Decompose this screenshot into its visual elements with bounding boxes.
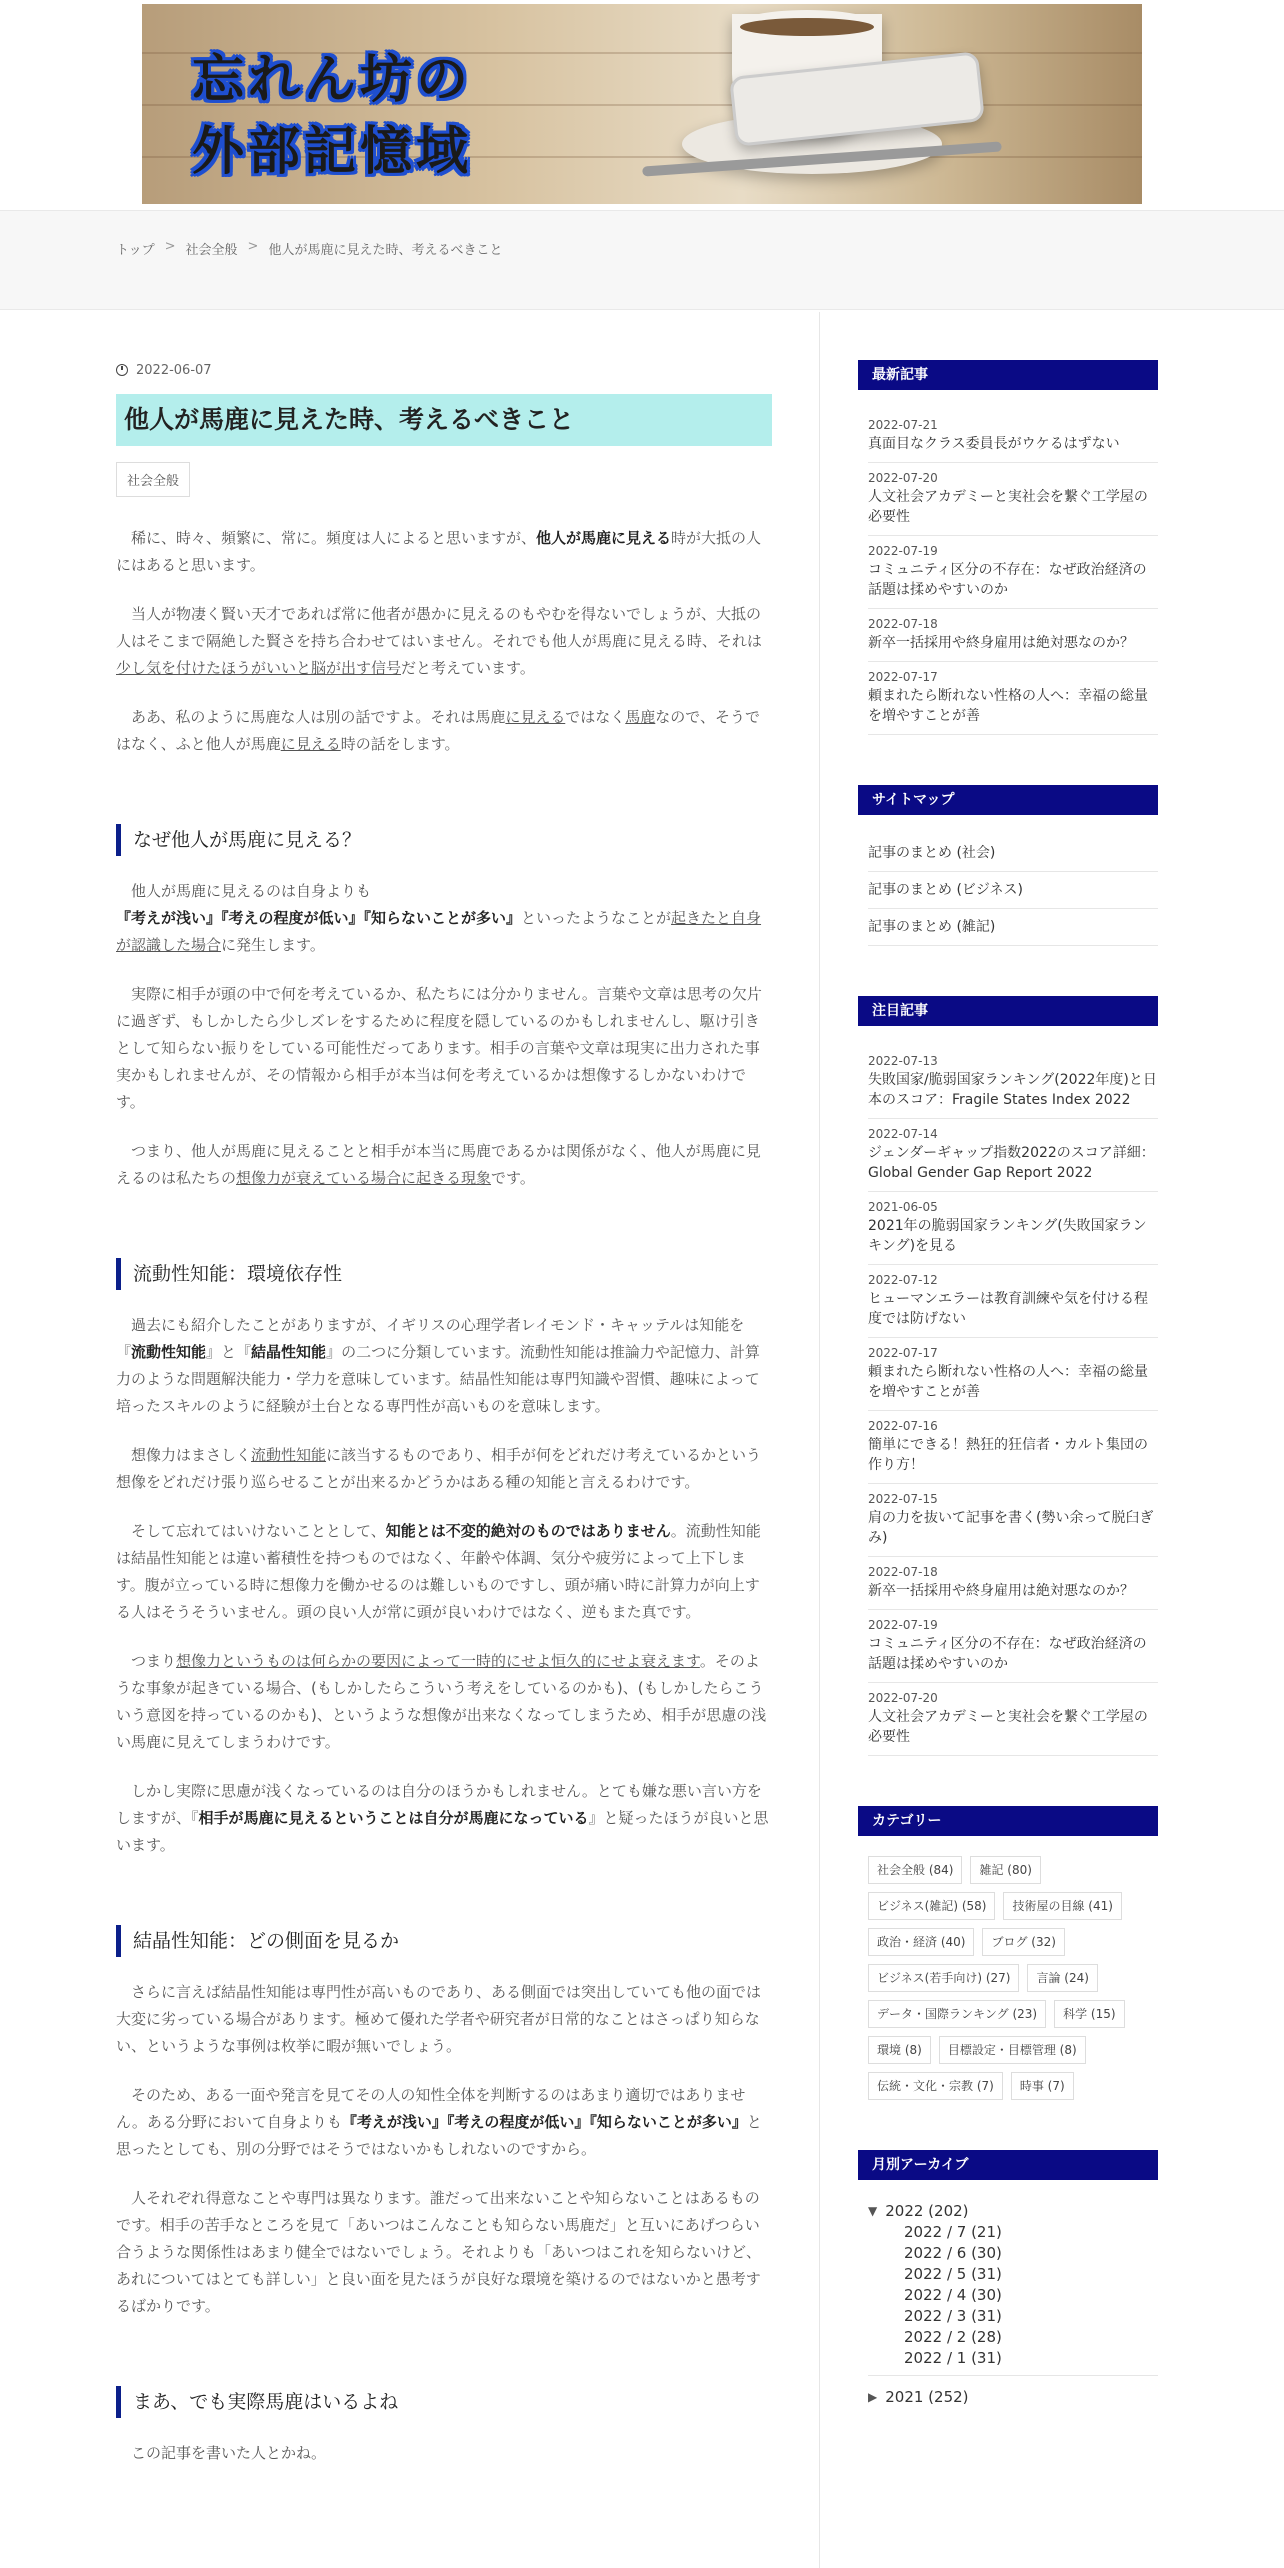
widget-title-recent: 最新記事: [858, 360, 1158, 390]
paragraph: そして忘れてはいけないこととして、知能とは不変的絶対のものではありません。流動性知能は結晶性知能とは違い蓄積性を持つものではなく、年齢や体調、気分や疲労によって上下します。腹が立っている時に想像力を働かせるのは難しいものですし、頭が痛い時に計算力が向上する人はそうそういません。頭の良い人が常に頭が良いわけではなく、逆もまた真です。: [116, 1522, 761, 1621]
category-tag[interactable]: ビジネス(雑記) (58): [868, 1892, 995, 1920]
widget-title-categories: カテゴリー: [858, 1806, 1158, 1836]
post-link-date: 2022-07-18: [868, 617, 938, 631]
post-link-item[interactable]: [868, 609, 1158, 662]
post-link-date: 2022-07-13: [868, 1054, 938, 1068]
post-link-date: 2022-07-20: [868, 471, 938, 485]
archive-month-link[interactable]: 2022 / 4 (30): [904, 2286, 1002, 2304]
post-link-title[interactable]: 失敗国家/脆弱国家ランキング(2022年度)と日本のスコア：Fragile States Index 2022: [868, 1072, 1157, 1108]
paragraph: しかし実際に思慮が浅くなっているのは自分のほうかもしれません。とても嫌な悪い言い方をしますが、『相手が馬鹿に見えるということは自分が馬鹿になっている』と疑ったほうが良いと思います。: [116, 1782, 769, 1854]
breadcrumb: [116, 239, 502, 258]
paragraph: 過去にも紹介したことがありますが、イギリスの心理学者レイモンド・キャッテルは知能を『流動性知能』と『結晶性知能』の二つに分類しています。流動性知能は推論力や記憶力、計算力のような問題解決能力・学力を意味しています。結晶性知能は専門知識や習慣、趣味によって培ったスキルのように経験が土台となる専門性が高いものを意味します。: [116, 1316, 760, 1415]
breadcrumb-item-category[interactable]: 社会全般: [185, 243, 238, 258]
category-tag[interactable]: 言論 (24): [1027, 1964, 1097, 1992]
triangle-down-icon: ▼: [868, 2204, 878, 2218]
popular-posts-list: [858, 1046, 1168, 1756]
paragraph: ああ、私のように馬鹿な人は別の話ですよ。それは馬鹿に見えるではなく馬鹿なので、そうではなく、ふと他人が馬鹿に見える時の話をします。: [116, 708, 760, 753]
post-link-date: 2022-07-17: [868, 670, 938, 684]
post-link-item[interactable]: [868, 1683, 1158, 1756]
section-heading: 結晶性知能：どの側面を見るか: [116, 1925, 772, 1957]
post-link-date: 2021-06-05: [868, 1200, 938, 1214]
section-heading: まあ、でも実際馬鹿はいるよね: [116, 2386, 772, 2418]
post-link-title[interactable]: 真面目なクラス委員長がウケるはずない: [868, 436, 1120, 452]
post-link-item[interactable]: [868, 1046, 1158, 1119]
sitemap-list: [858, 835, 1168, 946]
post-link-date: 2022-07-15: [868, 1492, 938, 1506]
post-title: 他人が馬鹿に見えた時、考えるべきこと: [116, 394, 772, 446]
post-link-item[interactable]: [868, 1557, 1158, 1610]
site-logo-text: 忘れん坊の 外部記憶域: [192, 49, 473, 182]
category-tag[interactable]: 科学 (15): [1054, 2000, 1124, 2028]
post-link-title[interactable]: 頼まれたら断れない性格の人へ：幸福の総量を増やすことが善: [868, 688, 1148, 724]
recent-posts-list: [858, 410, 1168, 735]
widget-title-popular: 注目記事: [858, 996, 1158, 1026]
category-tag[interactable]: 目標設定・目標管理 (8): [939, 2036, 1086, 2064]
breadcrumb-item-top[interactable]: トップ: [116, 243, 155, 258]
post-category-tag[interactable]: 社会全般: [116, 462, 190, 497]
paragraph: この記事を書いた人とかね。: [131, 2444, 327, 2462]
breadcrumb-separator: >: [247, 239, 259, 254]
post-link-item[interactable]: [868, 463, 1158, 536]
archive-month-link[interactable]: 2022 / 3 (31): [904, 2307, 1002, 2325]
sidebar: [858, 360, 1168, 2408]
sitemap-link[interactable]: 記事のまとめ (雑記): [868, 909, 1158, 946]
category-tag[interactable]: 政治・経済 (40): [868, 1928, 974, 1956]
post-link-title[interactable]: コミュニティ区分の不存在：なぜ政治経済の話題は揉めやすいのか: [868, 562, 1147, 598]
section-heading: 流動性知能：環境依存性: [116, 1258, 772, 1290]
post-link-date: 2022-07-19: [868, 544, 938, 558]
clock-icon: [116, 364, 128, 376]
archive-year-2021[interactable]: ▶ 2021 (252): [868, 2388, 969, 2406]
sitemap-link[interactable]: 記事のまとめ (社会): [868, 835, 1158, 872]
breadcrumb-separator: >: [164, 239, 176, 254]
paragraph: 実際に相手が頭の中で何を考えているか、私たちには分かりません。言葉や文章は思考の欠片に過ぎず、もしかしたら少しズレをするために程度を隠しているのかもしれませんし、駆け引きとして知らない振りをしている可能性だってあります。相手の言葉や文章は現実に出力された事実かもしれませんが、その情報から相手が本当は何を考えているかは想像するしかないわけです。: [116, 985, 762, 1111]
category-tag-cloud: [858, 1856, 1158, 2100]
post-link-item[interactable]: [868, 536, 1158, 609]
post-link-date: 2022-07-21: [868, 418, 938, 432]
post-link-title[interactable]: ヒューマンエラーは教育訓練や気を付ける程度では防げない: [868, 1291, 1148, 1327]
post-link-item[interactable]: [868, 1265, 1158, 1338]
post-link-title[interactable]: 新卒一括採用や終身雇用は絶対悪なのか？: [868, 1583, 1134, 1599]
paragraph: 他人が馬鹿に見えるのは自身よりも『考えが浅い』『考えの程度が低い』『知らないことが多い』といったようなことが起きたと自身が認識した場合に発生します。: [116, 882, 762, 954]
paragraph: 当人が物凄く賢い天才であれば常に他者が愚かに見えるのもやむを得ないでしょうが、大抵の人はそこまで隔絶した賢さを持ち合わせてはいません。それでも他人が馬鹿に見える時、それは少し気を付けたほうがいいと脳が出す信号だと考えています。: [116, 605, 762, 677]
paragraph: そのため、ある一面や発言を見てその人の知性全体を判断するのはあまり適切ではありません。ある分野において自身よりも『考えが浅い』『考えの程度が低い』『知らないことが多い』と思ったとしても、別の分野ではそうではないかもしれないのですから。: [116, 2086, 762, 2158]
breadcrumb-bar: [0, 210, 1284, 310]
post-link-item[interactable]: [868, 1484, 1158, 1557]
post-link-item[interactable]: [868, 1411, 1158, 1484]
archive-month-link[interactable]: 2022 / 1 (31): [904, 2349, 1002, 2367]
widget-title-sitemap: サイトマップ: [858, 785, 1158, 815]
post-link-title[interactable]: 肩の力を抜いて記事を書く(勢い余って脱臼ぎみ): [868, 1510, 1154, 1546]
archive-month-list: [868, 2222, 1158, 2369]
post-link-item[interactable]: [868, 662, 1158, 735]
archive-month-link[interactable]: 2022 / 6 (30): [904, 2244, 1002, 2262]
site-header: [0, 0, 1284, 210]
post-link-date: 2022-07-17: [868, 1346, 938, 1360]
post-date-row: [116, 360, 772, 380]
post-link-title[interactable]: 2021年の脆弱国家ランキング(失敗国家ランキング)を見る: [868, 1218, 1147, 1254]
post-link-item[interactable]: [868, 410, 1158, 463]
widget-title-archive: 月別アーカイブ: [858, 2150, 1158, 2180]
category-tag[interactable]: ビジネス(若手向け) (27): [868, 1964, 1019, 1992]
category-tag[interactable]: 雑記 (80): [970, 1856, 1040, 1884]
post-link-title[interactable]: 頼まれたら断れない性格の人へ：幸福の総量を増やすことが善: [868, 1364, 1148, 1400]
post-link-date: 2022-07-19: [868, 1618, 938, 1632]
post-link-title[interactable]: コミュニティ区分の不存在：なぜ政治経済の話題は揉めやすいのか: [868, 1636, 1147, 1672]
header-banner[interactable]: [142, 4, 1142, 204]
article: [116, 360, 772, 2467]
category-tag[interactable]: 時事 (7): [1011, 2072, 1074, 2100]
monthly-archive: [858, 2200, 1168, 2408]
category-tag[interactable]: データ・国際ランキング (23): [868, 2000, 1046, 2028]
category-tag[interactable]: 社会全般 (84): [868, 1856, 962, 1884]
post-link-date: 2022-07-16: [868, 1419, 938, 1433]
archive-year-2022[interactable]: ▼ 2022 (202): [868, 2202, 969, 2220]
post-link-item[interactable]: [868, 1610, 1158, 1683]
category-tag[interactable]: 環境 (8): [868, 2036, 931, 2064]
category-tag[interactable]: 伝統・文化・宗教 (7): [868, 2072, 1003, 2100]
category-tag[interactable]: 技術屋の目線 (41): [1003, 1892, 1121, 1920]
post-link-item[interactable]: [868, 1338, 1158, 1411]
post-link-title[interactable]: 新卒一括採用や終身雇用は絶対悪なのか？: [868, 635, 1134, 651]
paragraph: つまり、他人が馬鹿に見えることと相手が本当に馬鹿であるかは関係がなく、他人が馬鹿に見えるのは私たちの想像力が衰えている場合に起きる現象です。: [116, 1142, 761, 1187]
paragraph: 想像力はまさしく流動性知能に該当するものであり、相手が何をどれだけ考えているかという想像をどれだけ張り巡らせることが出来るかどうかはある種の知能と言えるわけです。: [116, 1446, 762, 1491]
post-link-date: 2022-07-20: [868, 1691, 938, 1705]
post-link-title[interactable]: ジェンダーギャップ指数2022のスコア詳細：Global Gender Gap Report 2022: [868, 1145, 1155, 1181]
post-date: 2022-06-07: [136, 362, 212, 378]
paragraph: つまり想像力というものは何らかの要因によって一時的にせよ恒久的にせよ衰えます。そのような事象が起きている場合、(もしかしたらこういう考えをしているのかも)、(もしかしたらこういう意図を持っているのかも)、というような想像が出来なくなってしまうため、相手が思慮の浅い馬鹿に見えてしまうわけです。: [116, 1652, 767, 1751]
category-tag[interactable]: ブログ (32): [982, 1928, 1064, 1956]
archive-month-link[interactable]: 2022 / 7 (21): [904, 2223, 1002, 2241]
paragraph: さらに言えば結晶性知能は専門性が高いものであり、ある側面では突出していても他の面では大変に劣っている場合があります。極めて優れた学者や研究者が日常的なことはさっぱり知らない、というような事例は枚挙に暇が無いでしょう。: [116, 1983, 762, 2055]
post-link-item[interactable]: [868, 1192, 1158, 1265]
post-link-date: 2022-07-18: [868, 1565, 938, 1579]
post-link-date: 2022-07-14: [868, 1127, 938, 1141]
post-link-title[interactable]: 人文社会アカデミーと実社会を繋ぐ工学屋の必要性: [868, 489, 1148, 525]
paragraph: 人それぞれ得意なことや専門は異なります。誰だって出来ないことや知らないことはあるものです。相手の苦手なところを見て「あいつはこんなことも知らない馬鹿だ」と互いにあげつらい合うような関係性はあまり健全ではないでしょう。それよりも「あいつはこれを知らないけど、あれについてはとても詳しい」と良い面を見たほうが良好な環境を築けるのではないかと愚考するばかりです。: [116, 2189, 762, 2315]
section-heading: なぜ他人が馬鹿に見える？: [116, 824, 772, 856]
archive-month-link[interactable]: 2022 / 2 (28): [904, 2328, 1002, 2346]
breadcrumb-item-current: 他人が馬鹿に見えた時、考えるべきこと: [268, 243, 503, 258]
archive-month-link[interactable]: 2022 / 5 (31): [904, 2265, 1002, 2283]
triangle-right-icon: ▶: [868, 2390, 878, 2404]
post-link-date: 2022-07-12: [868, 1273, 938, 1287]
post-link-item[interactable]: [868, 1119, 1158, 1192]
post-link-title[interactable]: 簡単にできる！熱狂的狂信者・カルト集団の作り方！: [868, 1437, 1148, 1473]
column-divider: [819, 312, 820, 2568]
sitemap-link[interactable]: 記事のまとめ (ビジネス): [868, 872, 1158, 909]
post-link-title[interactable]: 人文社会アカデミーと実社会を繋ぐ工学屋の必要性: [868, 1709, 1148, 1745]
paragraph: 稀に、時々、頻繁に、常に。頻度は人によると思いますが、他人が馬鹿に見える時が大抵の人にはあると思います。: [116, 529, 762, 574]
